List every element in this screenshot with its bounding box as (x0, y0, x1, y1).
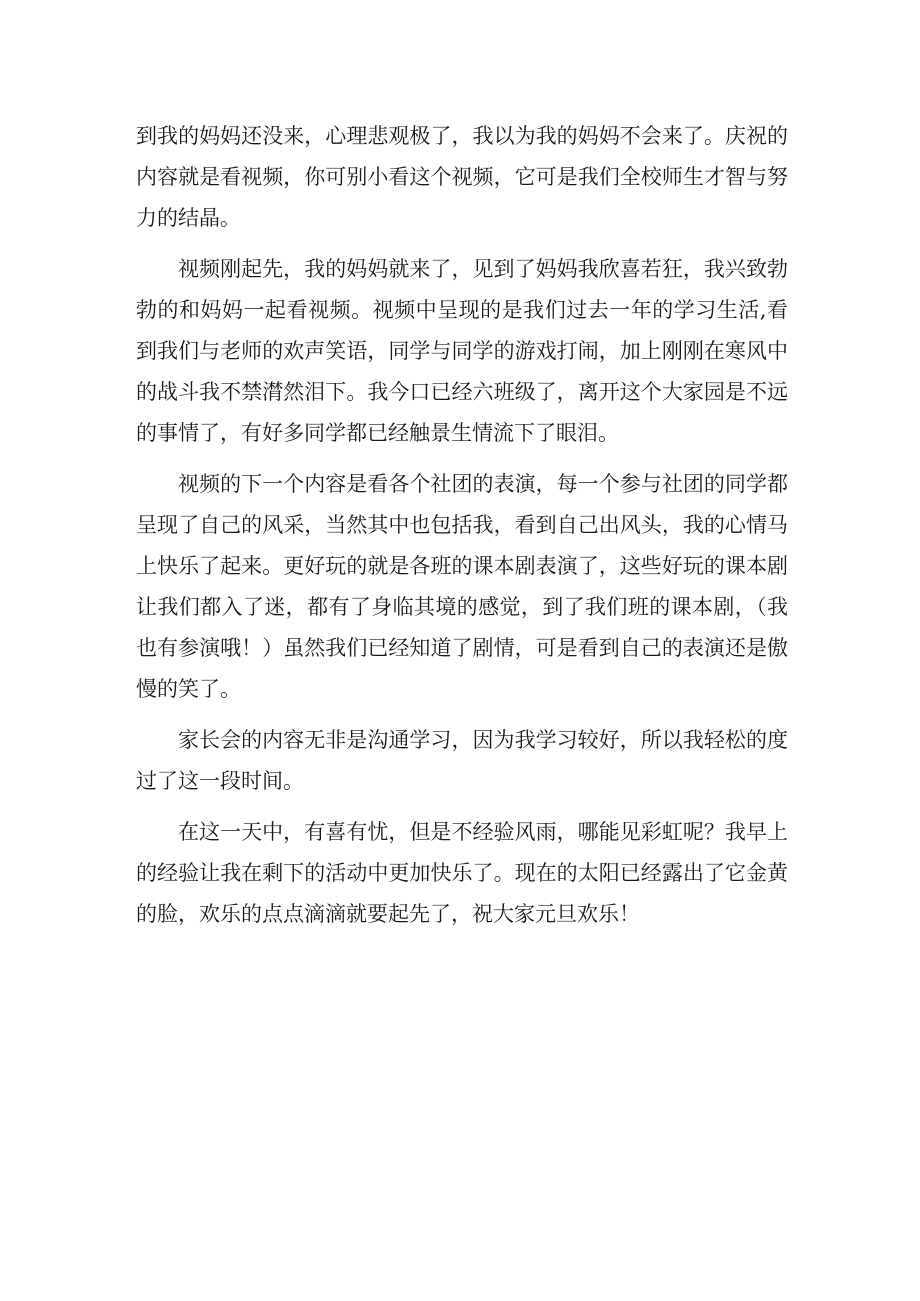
paragraph-5: 在这一天中，有喜有忧，但是不经验风雨，哪能见彩虹呢？我早上的经验让我在剩下的活动中更加快乐了。现在的太阳已经露出了它金黄的脸，欢乐的点点滴滴就要起先了，祝大家元旦欢乐！ (136, 820, 788, 926)
paragraph-2: 视频刚起先，我的妈妈就来了，见到了妈妈我欣喜若狂，我兴致勃勃的和妈妈一起看视频。视频中呈现的是我们过去一年的学习生活,看到我们与老师的欢声笑语，同学与同学的游戏打闹，加上刚刚在寒风中的战斗我不禁潸然泪下。我今口已经六班级了，离开这个大家园是不远的事情了，有好多同学都已经触景生情流下了眼泪。 (136, 257, 788, 445)
paragraph-1: 到我的妈妈还没来，心理悲观极了，我以为我的妈妈不会来了。庆祝的内容就是看视频，你可别小看这个视频，它可是我们全校师生才智与努力的结晶。 (136, 124, 788, 230)
document-body (136, 116, 788, 945)
paragraph-4: 家长会的内容无非是沟通学习，因为我学习较好，所以我轻松的度过了这一段时间。 (136, 728, 788, 793)
paragraph-3: 视频的下一个内容是看各个社团的表演，每一个参与社团的同学都呈现了自己的风采，当然其中也包括我，看到自己出风头，我的心情马上快乐了起来。更好玩的就是各班的课本剧表演了，这些好玩的课本剧让我们都入了迷，都有了身临其境的感觉，到了我们班的课本剧，（我也有参演哦！）虽然我们已经知道了剧情，可是看到自己的表演还是傲慢的笑了。 (136, 472, 788, 701)
